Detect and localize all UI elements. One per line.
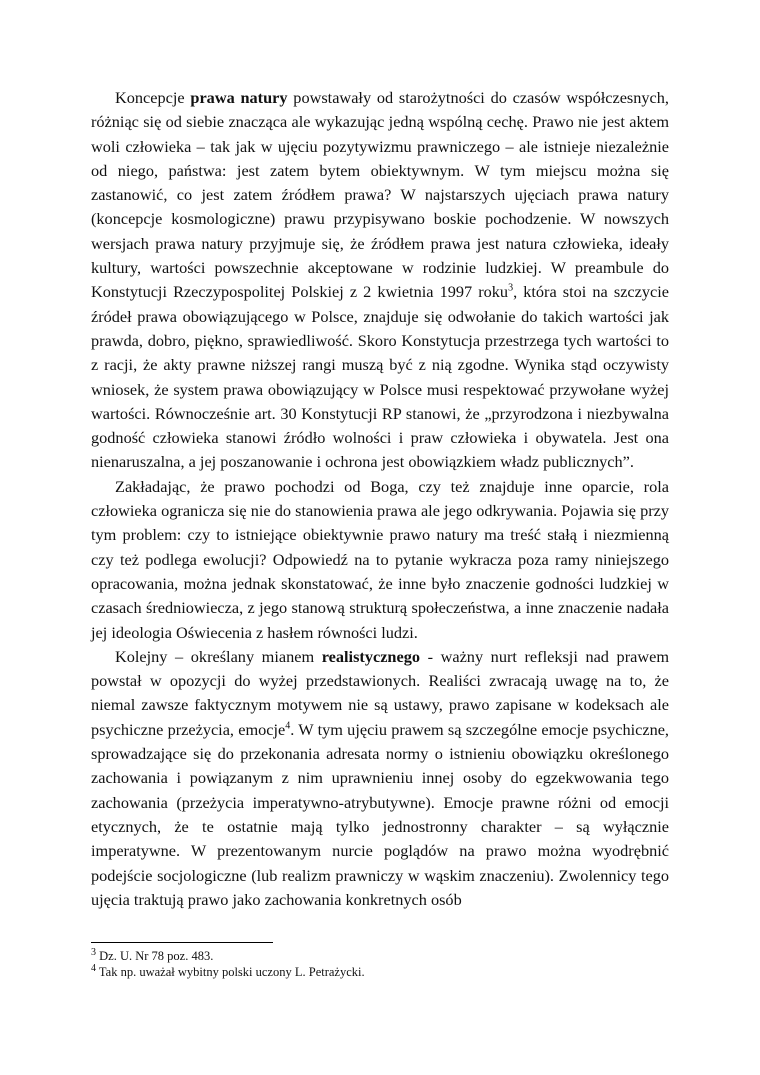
- text-run: powstawały od starożytności do czasów współczesnych, różniąc się od siebie znacząca ale wykazując jedną wspólną cechę. Prawo nie jest aktem woli człowieka – tak jak w ujęciu pozytywizmu prawniczego – ale istnieje niezależnie od niego, państwa: jest zatem bytem obiektywnym. W tym miejscu można się zastanowić, co jest zatem źródłem prawa? W najstarszych ujęciach prawa natury (koncepcje kosmologiczne) prawu przypisywano boskie pochodzenie. W nowszych wersjach prawa natury przyjmuje się, że źródłem prawa jest natura człowieka, ideały kultury, wartości powszechnie akceptowane w rodzinie ludzkiej. W preambule do Konstytucji Rzeczypospolitej Polskiej z 2 kwietnia 1997 roku: [91, 88, 669, 302]
- footnote-4-number: 4: [91, 962, 96, 974]
- footnote-3: [91, 946, 669, 965]
- text-run: - ważny nurt refleksji nad prawem powstał w opozycji do wyżej przedstawionych. Realiści zwracają uwagę na to, że niemal zawsze faktycznym motywem nie są ustawy, prawo zapisane w kodeksach ale psychiczne przeżycia, emocje: [91, 646, 669, 739]
- text-run: Kolejny – określany mianem: [115, 646, 322, 666]
- footnote-4: [91, 962, 669, 981]
- body-text: [91, 86, 669, 912]
- text-run: . W tym ujęciu prawem są szczególne emocje psychiczne, sprowadzające się do przekonania adresata normy o istnieniu obowiązku określonego zachowania i powiązanym z nim uprawnieniu innej osoby do egzekwowania tego zachowania (przeżycia imperatywno-atrybutywne). Emocje prawne różni od emocji etycznych, że te ostatnie mają tylko jednostronny charakter – są wyłącznie imperatywne. W prezentowanym nurcie poglądów na prawo można wyodrębnić podejście socjologiczne (lub realizm prawniczy w wąskim znaczeniu). Zwolennicy tego ujęcia traktują prawo jako zachowania konkretnych osób: [91, 719, 670, 909]
- text-run: , która stoi na szczycie źródeł prawa obowiązującego w Polsce, znajduje się odwołanie do takich wartości jak prawda, dobro, piękno, sprawiedliwość. Skoro Konstytucja przestrzega tych wartości to z racji, że akty prawne niższej rangi muszą być z nią zgodne. Wynika stąd oczywisty wniosek, że system prawa obowiązujący w Polsce musi respektować przywołane wyżej wartości. Równocześnie art. 30 Konstytucji RP stanowi, że „przyrodzona i niezbywalna godność człowieka stanowi źródło wolności i praw człowieka i obywatela. Jest ona nienaruszalna, a jej poszanowanie i ochrona jest obowiązkiem władz publicznych”.: [91, 282, 670, 472]
- text-run: Koncepcje: [115, 88, 191, 107]
- bold-term: prawa natury: [190, 88, 288, 107]
- paragraph-zakladajac: [91, 475, 669, 645]
- paragraph-realizm: [91, 645, 669, 912]
- footnotes: [91, 946, 669, 980]
- paragraph-prawo-natury: [91, 86, 669, 475]
- footnote-reference: 3: [508, 282, 514, 294]
- footnote-reference: 4: [285, 720, 291, 732]
- text-run: Zakładając, że prawo pochodzi od Boga, czy też znajduje inne oparcie, rola człowieka ogranicza się nie do stanowienia prawa ale jego odkrywania. Pojawia się przy tym problem: czy to istniejące obiektywnie prawo natury ma treść stałą i niezmienną czy też podlega ewolucji? Odpowiedź na to pytanie wykracza poza ramy niniejszego opracowania, można jednak skonstatować, że inne było znaczenie godności ludzkiej w czasach średniowiecza, z jego stanową strukturą społeczeństwa, a inne znaczenie nadała jej ideologia Oświecenia z hasłem równości ludzi.: [91, 476, 669, 642]
- footnote-separator: [91, 942, 273, 943]
- footnote-3-number: 3: [91, 946, 96, 958]
- footnote-3-text: Dz. U. Nr 78 poz. 483.: [96, 949, 214, 963]
- footnote-4-text: Tak np. uważał wybitny polski uczony L. Petrażycki.: [96, 964, 365, 979]
- bold-term: realistycznego: [321, 646, 420, 666]
